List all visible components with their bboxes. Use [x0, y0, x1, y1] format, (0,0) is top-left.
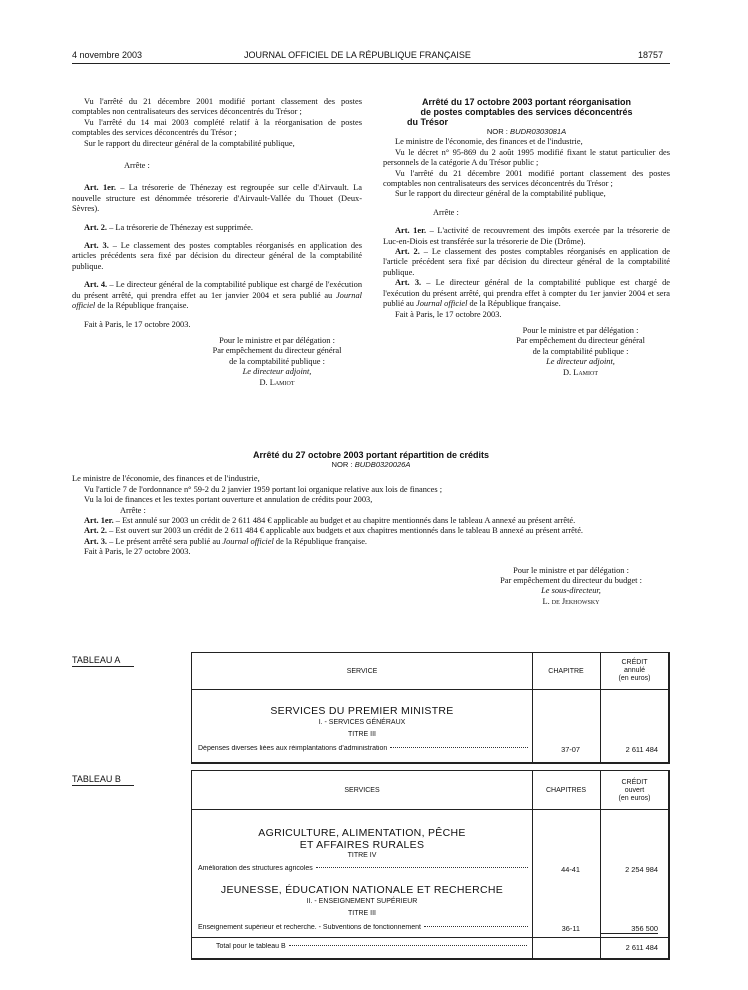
right-title-line-2: de postes comptables des services déconcentrés: [420, 107, 633, 117]
right-arrete: Arrête :: [433, 207, 459, 217]
decree-signature: [472, 566, 670, 608]
article-text: – Le classement des postes comptables réorganisés en application des articles précédents sera fixé par décision du directeur général de la comptabilité publique.: [72, 241, 362, 271]
signature-line: Pour le ministre et par délégation :: [513, 565, 629, 575]
article-text-end: de la République française.: [95, 301, 189, 311]
full-width-decree: [72, 450, 670, 607]
article-label: Art. 3.: [84, 241, 109, 251]
col-header-credit: CRÉDIT annulé (en euros): [618, 659, 651, 682]
section-subtitle: I. - SERVICES GÉNÉRAUX: [318, 719, 406, 726]
total-divider: [192, 937, 668, 938]
left-article-3: [72, 241, 362, 272]
section-2-titre: TITRE III: [348, 910, 376, 917]
right-signature: [493, 326, 668, 378]
left-para-1: Vu l'arrêté du 21 décembre 2001 modifié portant classement des postes comptables non centralisateurs des services déconcentrés du Trésor ;: [72, 97, 362, 117]
col-header-service: SERVICE: [346, 668, 378, 675]
header-divider: [192, 689, 668, 690]
left-article-1: [72, 183, 362, 214]
article-text-end: de la République française.: [273, 536, 368, 546]
total-amount: 2 611 484: [625, 943, 658, 952]
tableau-b-label: TABLEAU B: [72, 774, 134, 786]
decree-para-3: Vu la loi de finances et les textes portant ouverture et annulation de crédits pour 2003,: [84, 495, 373, 505]
col-header-chapitres: CHAPITRES: [545, 787, 587, 794]
article-label: Art. 3.: [84, 536, 108, 546]
left-article-4: [72, 280, 362, 311]
decree-article-2: [72, 526, 670, 536]
article-label: Art. 1er.: [395, 226, 427, 236]
section-1-title-cont: ET AFFAIRES RURALES: [299, 839, 425, 851]
right-para-3: Vu l'arrêté du 21 décembre 2001 modifié portant classement des postes comptables non centralisateurs des services déconcentrés du Trésor ;: [383, 168, 670, 189]
right-article-3: [383, 278, 670, 309]
signature-name: L. de Jekhowsky: [542, 596, 600, 606]
right-title-line-1: Arrêté du 17 octobre 2003 portant réorganisation: [421, 97, 632, 107]
right-article-1: [383, 226, 670, 247]
decree-nor: NOR : BUDB0320026A: [331, 460, 411, 469]
row-2-label: Enseignement supérieur et recherche. - Subventions de fonctionnement: [198, 924, 528, 931]
left-para-3: Sur le rapport du directeur général de la comptabilité publique,: [84, 138, 295, 148]
article-text: – Le directeur général de la comptabilité publique est chargé de l'exécution du présent arrêté, qui prendra effet au 1er janvier 2004 et sera publié au: [72, 280, 363, 300]
section-1-title: AGRICULTURE, ALIMENTATION, PÊCHE: [258, 827, 466, 839]
right-fait: Fait à Paris, le 17 octobre 2003.: [395, 309, 502, 319]
right-title-line-3: du Trésor: [407, 117, 449, 127]
article-text: – L'activité de recouvrement des impôts exercée par la trésorerie de Luc-en-Diois est transférée sur la trésorerie de Die (Drôme).: [383, 226, 671, 246]
row-2-amount: 356 500: [600, 924, 658, 934]
journal-officiel-ref: Journal officiel: [72, 290, 362, 311]
total-label: Total pour le tableau B: [216, 943, 528, 950]
signature-line: Pour le ministre et par délégation :: [219, 335, 335, 345]
decree-fait: Fait à Paris, le 27 octobre 2003.: [84, 547, 191, 557]
right-para-1: Le ministre de l'économie, des finances et de l'industrie,: [395, 137, 583, 147]
article-label: Art. 2.: [395, 247, 420, 257]
right-article-2: [383, 247, 670, 278]
header-journal: JOURNAL OFFICIEL DE LA RÉPUBLIQUE FRANÇAISE: [244, 50, 471, 60]
signature-name: D. Lamiot: [562, 367, 598, 377]
article-label: Art. 3.: [395, 278, 422, 288]
article-label: Art. 2.: [84, 222, 108, 232]
decree-title: Arrêté du 27 octobre 2003 portant répartition de crédits: [252, 450, 490, 460]
left-arrete: Arrête :: [124, 161, 150, 171]
row-label: Dépenses diverses liées aux réimplantations d'administration: [198, 745, 528, 752]
left-para-2: Vu l'arrêté du 14 mai 2003 complété relatif à la réorganisation de postes comptables des services déconcentrés du Trésor ;: [72, 117, 362, 138]
left-fait: Fait à Paris, le 17 octobre 2003.: [84, 319, 191, 329]
section-1-titre: TITRE IV: [347, 852, 377, 859]
article-label: Art. 4.: [84, 280, 108, 290]
article-text: – Le présent arrêté sera publié au: [109, 536, 223, 546]
article-text: – La trésorerie de Thénezay est supprimée.: [109, 222, 253, 232]
article-text: – Est ouvert sur 2003 un crédit de 2 611 484 € applicable aux budgets et aux chapitres mentionnés dans le tableau B annexé au présent arrêté.: [109, 526, 584, 536]
col-header-chapitre: CHAPITRE: [548, 668, 584, 675]
signature-role: Le sous-directeur,: [541, 586, 601, 596]
section-title: SERVICES DU PREMIER MINISTRE: [270, 705, 454, 717]
row-1-amount: 2 254 984: [625, 865, 658, 874]
article-text: – Le classement des postes comptables réorganisés en application de l'article précédent sera fixé par décision du directeur général de la comptabilité publique.: [383, 247, 670, 277]
header-date: 4 novembre 2003: [72, 50, 143, 60]
signature-line: Par empêchement du directeur général: [212, 346, 342, 356]
signature-line: de la comptabilité publique :: [229, 356, 325, 366]
signature-role: Le directeur adjoint,: [242, 367, 312, 377]
article-label: Art. 1er.: [84, 183, 116, 193]
header-divider: [192, 809, 668, 810]
row-amount: 2 611 484: [625, 745, 658, 754]
article-label: Art. 2.: [84, 526, 108, 536]
article-text-end: de la République française.: [467, 299, 561, 309]
article-text: – Est annulé sur 2003 un crédit de 2 611 484 € applicable au budget et au chapitre mentionnés dans le tableau A annexé au présent arrêté.: [115, 516, 576, 526]
row-2-chapitre: 36-11: [561, 924, 580, 933]
right-para-2: Vu le décret n° 95-869 du 2 août 1995 modifié fixant le statut particulier des personnels de la catégorie A du Trésor public ;: [383, 147, 670, 168]
left-article-2: [72, 223, 362, 233]
signature-line: Par empêchement du directeur du budget :: [500, 576, 642, 586]
signature-line: Par empêchement du directeur général: [516, 336, 645, 346]
article-text: – Le directeur général de la comptabilité publique est chargé de l'exécution du présent arrêté, qui prendra effet à compter du 1er janvier 2004 et sera publié au: [383, 278, 670, 309]
section-2-title: JEUNESSE, ÉDUCATION NATIONALE ET RECHERCHE: [220, 884, 504, 896]
right-nor: NOR : BUDR0303081A: [486, 127, 567, 136]
row-1-label: Amélioration des structures agricoles: [198, 865, 528, 872]
right-column: [383, 97, 670, 378]
section-2-subtitle: II. - ENSEIGNEMENT SUPÉRIEUR: [306, 898, 418, 905]
section-titre: TITRE III: [348, 731, 376, 738]
col-header-credit: CRÉDIT ouvert (en euros): [618, 779, 651, 802]
left-signature: [192, 336, 362, 388]
signature-line: Pour le ministre et par délégation :: [522, 325, 639, 335]
decree-arrete: Arrête :: [120, 505, 146, 515]
tableau-a: [191, 652, 670, 764]
row-chapitre: 37-07: [561, 745, 580, 754]
decree-para-2: Vu l'article 7 de l'ordonnance n° 59-2 du 2 janvier 1959 portant loi organique relative aux lois de finances ;: [84, 484, 443, 494]
journal-officiel-ref: Journal officiel: [222, 536, 274, 546]
signature-name: D. Lamiot: [259, 377, 295, 387]
row-1-chapitre: 44-41: [561, 865, 580, 874]
decree-article-3: [72, 537, 670, 547]
right-para-4: Sur le rapport du directeur général de la comptabilité publique,: [395, 189, 606, 199]
header-page-number: 18757: [638, 50, 664, 60]
signature-line: de la comptabilité publique :: [532, 346, 629, 356]
decree-para-1: Le ministre de l'économie, des finances et de l'industrie,: [72, 474, 260, 484]
signature-role: Le directeur adjoint,: [546, 357, 615, 367]
article-label: Art. 1er.: [84, 516, 114, 526]
left-column: [72, 97, 362, 388]
tableau-a-label: TABLEAU A: [72, 655, 134, 667]
journal-officiel-ref: Journal officiel: [416, 299, 468, 309]
header-rule: [72, 63, 670, 64]
col-header-services: SERVICES: [344, 787, 380, 794]
article-text: – La trésorerie de Thénezay est regroupée sur celle d'Airvault. La nouvelle structure est dénommée trésorerie d'Airvault-Vallée du Thouet (Deux-Sèvres).: [72, 183, 363, 214]
tableau-b: [191, 770, 670, 960]
decree-article-1: [72, 516, 670, 526]
